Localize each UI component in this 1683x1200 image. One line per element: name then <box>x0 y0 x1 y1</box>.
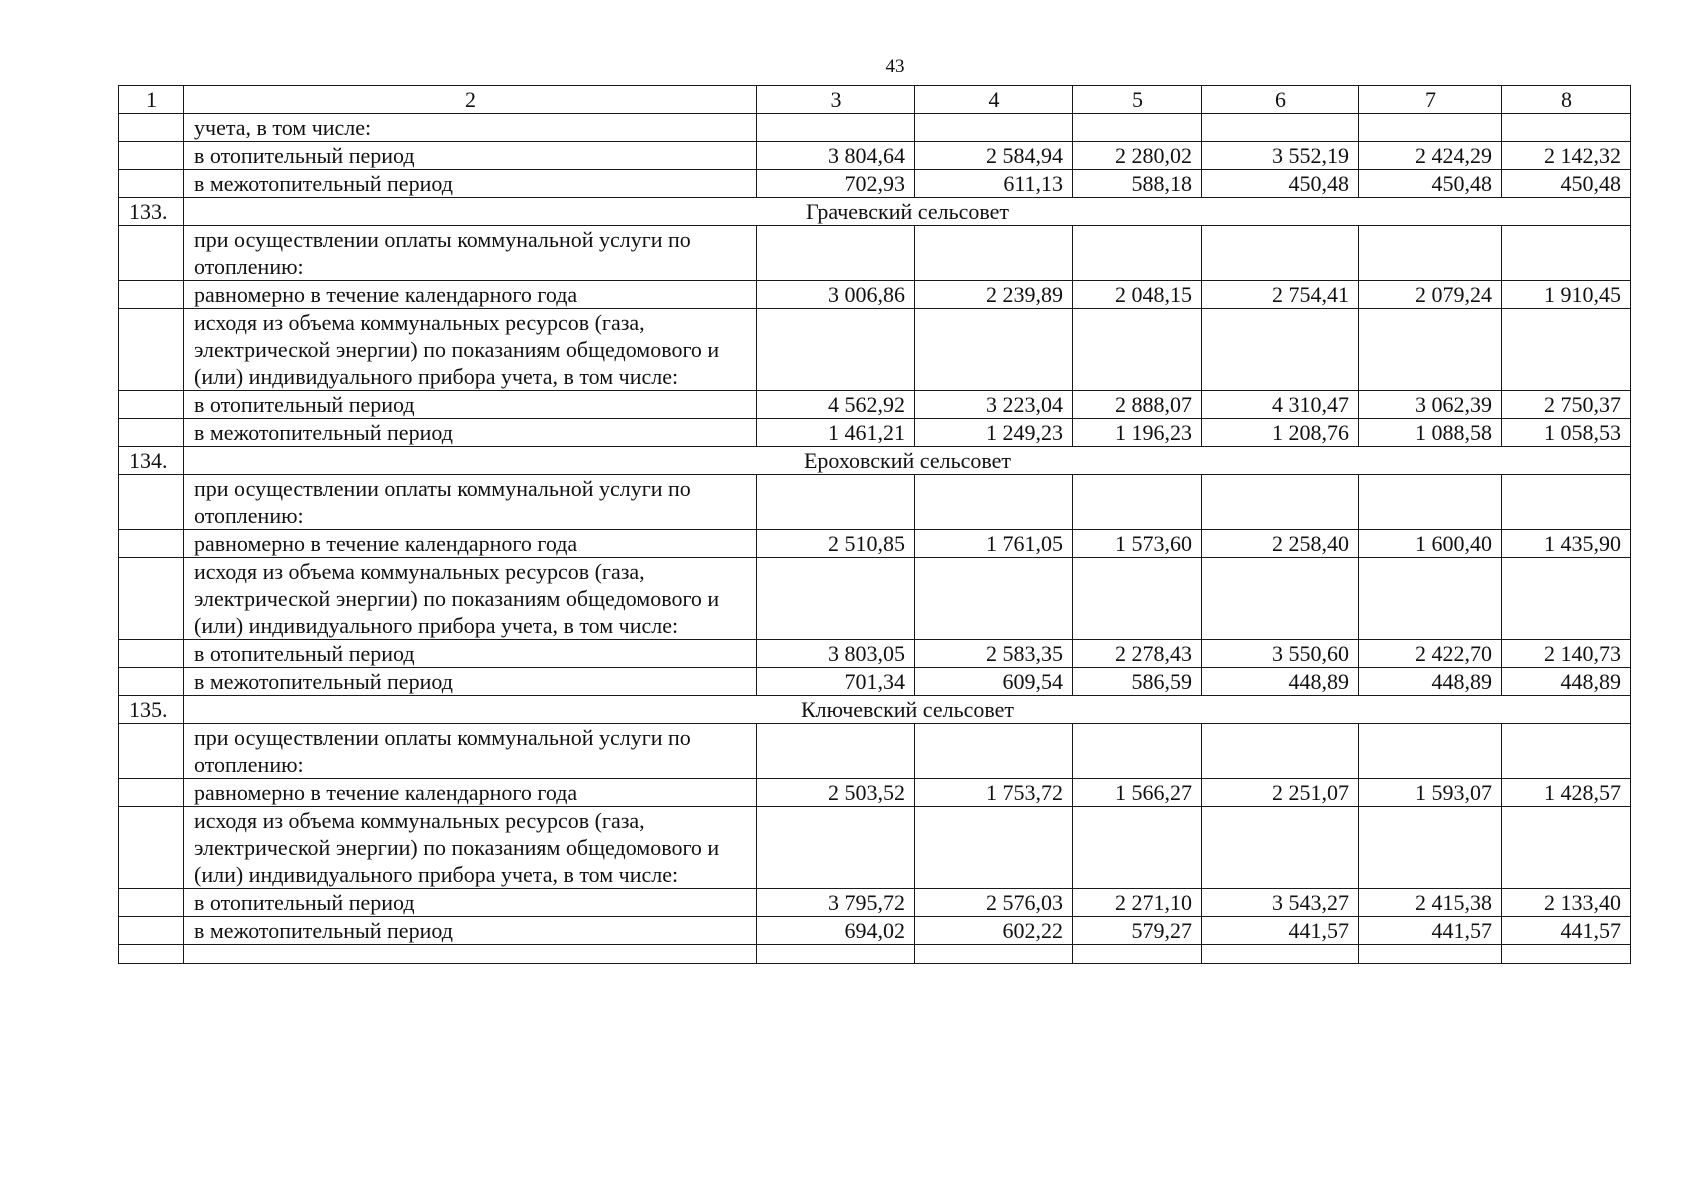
row-number-cell <box>119 281 184 309</box>
value-cell: 2 503,52 <box>757 779 915 807</box>
value-cell: 3 223,04 <box>915 391 1073 419</box>
value-cell <box>757 724 915 779</box>
value-cell: 609,54 <box>915 668 1073 696</box>
page-number: 43 <box>885 56 905 77</box>
value-cell <box>1202 114 1359 142</box>
value-cell: 3 804,64 <box>757 142 915 170</box>
value-cell <box>1073 724 1202 779</box>
value-cell: 2 271,10 <box>1073 889 1202 917</box>
row-description: при осуществлении оплаты коммунальной услуги по отоплению: <box>184 475 757 530</box>
value-cell: 2 415,38 <box>1359 889 1502 917</box>
value-cell: 448,89 <box>1502 668 1631 696</box>
value-cell: 588,18 <box>1073 170 1202 198</box>
row-description: в отопительный период <box>184 889 757 917</box>
value-cell <box>1502 724 1631 779</box>
value-cell <box>1073 226 1202 281</box>
value-cell: 1 428,57 <box>1502 779 1631 807</box>
column-number-header: 8 <box>1502 86 1631 114</box>
empty-row <box>119 945 1631 964</box>
value-cell: 3 795,72 <box>757 889 915 917</box>
table-row <box>119 558 1631 640</box>
value-cell: 1 461,21 <box>757 419 915 447</box>
value-cell: 2 888,07 <box>1073 391 1202 419</box>
section-name: Грачевский сельсовет <box>184 198 1631 226</box>
column-number-header: 3 <box>757 86 915 114</box>
value-cell <box>1073 807 1202 889</box>
row-description: равномерно в течение календарного года <box>184 281 757 309</box>
value-cell: 2 239,89 <box>915 281 1073 309</box>
column-number-header-row <box>119 86 1631 114</box>
row-description: в межотопительный период <box>184 668 757 696</box>
table-row <box>119 226 1631 281</box>
row-number-cell <box>119 419 184 447</box>
value-cell <box>1359 475 1502 530</box>
value-cell: 3 543,27 <box>1202 889 1359 917</box>
value-cell: 1 058,53 <box>1502 419 1631 447</box>
table-row <box>119 142 1631 170</box>
empty-cell <box>1359 945 1502 964</box>
value-cell: 2 424,29 <box>1359 142 1502 170</box>
table-row <box>119 668 1631 696</box>
section-number: 135. <box>119 696 184 724</box>
value-cell <box>1202 226 1359 281</box>
value-cell <box>1359 309 1502 391</box>
table-row <box>119 640 1631 668</box>
value-cell: 2 278,43 <box>1073 640 1202 668</box>
empty-cell <box>915 945 1073 964</box>
section-row <box>119 696 1631 724</box>
value-cell: 1 593,07 <box>1359 779 1502 807</box>
value-cell <box>757 114 915 142</box>
value-cell: 602,22 <box>915 917 1073 945</box>
row-description: в отопительный период <box>184 391 757 419</box>
value-cell <box>1073 558 1202 640</box>
value-cell <box>1073 475 1202 530</box>
value-cell: 701,34 <box>757 668 915 696</box>
value-cell <box>915 807 1073 889</box>
table-row <box>119 170 1631 198</box>
row-number-cell <box>119 779 184 807</box>
row-number-cell <box>119 309 184 391</box>
row-description: в межотопительный период <box>184 917 757 945</box>
value-cell <box>1359 558 1502 640</box>
row-number-cell <box>119 475 184 530</box>
row-description: исходя из объема коммунальных ресурсов (газа, электрической энергии) по показаниям общедомового и (или) индивидуального прибора учета, в том числе: <box>184 309 757 391</box>
row-description: исходя из объема коммунальных ресурсов (газа, электрической энергии) по показаниям общедомового и (или) индивидуального прибора учета, в том числе: <box>184 558 757 640</box>
row-number-cell <box>119 640 184 668</box>
row-description: при осуществлении оплаты коммунальной услуги по отоплению: <box>184 226 757 281</box>
section-number: 133. <box>119 198 184 226</box>
value-cell <box>1202 724 1359 779</box>
value-cell: 448,89 <box>1359 668 1502 696</box>
table-row <box>119 114 1631 142</box>
value-cell: 1 566,27 <box>1073 779 1202 807</box>
value-cell <box>1502 309 1631 391</box>
value-cell: 611,13 <box>915 170 1073 198</box>
value-cell: 2 750,37 <box>1502 391 1631 419</box>
row-number-cell <box>119 530 184 558</box>
column-number-header: 6 <box>1202 86 1359 114</box>
value-cell: 1 435,90 <box>1502 530 1631 558</box>
value-cell: 1 208,76 <box>1202 419 1359 447</box>
column-number-header: 2 <box>184 86 757 114</box>
empty-cell <box>119 945 184 964</box>
section-row <box>119 447 1631 475</box>
value-cell: 1 761,05 <box>915 530 1073 558</box>
table-row <box>119 807 1631 889</box>
value-cell: 2 140,73 <box>1502 640 1631 668</box>
row-number-cell <box>119 724 184 779</box>
row-description: исходя из объема коммунальных ресурсов (газа, электрической энергии) по показаниям общедомового и (или) индивидуального прибора учета, в том числе: <box>184 807 757 889</box>
empty-cell <box>1202 945 1359 964</box>
empty-cell <box>1073 945 1202 964</box>
value-cell: 2 251,07 <box>1202 779 1359 807</box>
value-cell: 3 552,19 <box>1202 142 1359 170</box>
column-number-header: 5 <box>1073 86 1202 114</box>
value-cell: 702,93 <box>757 170 915 198</box>
value-cell: 1 600,40 <box>1359 530 1502 558</box>
value-cell <box>757 807 915 889</box>
value-cell <box>1502 114 1631 142</box>
value-cell <box>1202 807 1359 889</box>
section-row <box>119 198 1631 226</box>
table-row <box>119 281 1631 309</box>
value-cell <box>1359 724 1502 779</box>
table-row <box>119 309 1631 391</box>
value-cell: 3 006,86 <box>757 281 915 309</box>
value-cell: 3 550,60 <box>1202 640 1359 668</box>
value-cell: 2 422,70 <box>1359 640 1502 668</box>
value-cell: 2 584,94 <box>915 142 1073 170</box>
row-description: в межотопительный период <box>184 170 757 198</box>
value-cell: 586,59 <box>1073 668 1202 696</box>
value-cell: 1 088,58 <box>1359 419 1502 447</box>
tariff-table <box>118 85 1631 964</box>
value-cell <box>1073 309 1202 391</box>
value-cell: 2 142,32 <box>1502 142 1631 170</box>
value-cell <box>757 475 915 530</box>
row-description: равномерно в течение календарного года <box>184 530 757 558</box>
value-cell: 2 280,02 <box>1073 142 1202 170</box>
value-cell: 3 062,39 <box>1359 391 1502 419</box>
value-cell: 1 573,60 <box>1073 530 1202 558</box>
row-number-cell <box>119 391 184 419</box>
row-description: в отопительный период <box>184 142 757 170</box>
column-number-header: 4 <box>915 86 1073 114</box>
value-cell <box>1502 475 1631 530</box>
value-cell <box>915 226 1073 281</box>
value-cell <box>1359 807 1502 889</box>
value-cell: 1 196,23 <box>1073 419 1202 447</box>
value-cell: 579,27 <box>1073 917 1202 945</box>
value-cell: 1 910,45 <box>1502 281 1631 309</box>
table-row <box>119 419 1631 447</box>
section-name: Ероховский сельсовет <box>184 447 1631 475</box>
table-row <box>119 917 1631 945</box>
value-cell <box>1202 558 1359 640</box>
value-cell: 3 803,05 <box>757 640 915 668</box>
value-cell <box>1502 558 1631 640</box>
table-row <box>119 475 1631 530</box>
value-cell <box>757 309 915 391</box>
value-cell: 441,57 <box>1359 917 1502 945</box>
empty-cell <box>757 945 915 964</box>
row-number-cell <box>119 807 184 889</box>
value-cell <box>915 114 1073 142</box>
value-cell: 2 754,41 <box>1202 281 1359 309</box>
row-number-cell <box>119 889 184 917</box>
value-cell <box>1202 475 1359 530</box>
row-number-cell <box>119 917 184 945</box>
row-description: в отопительный период <box>184 640 757 668</box>
row-number-cell <box>119 114 184 142</box>
row-number-cell <box>119 668 184 696</box>
value-cell <box>757 558 915 640</box>
row-number-cell <box>119 170 184 198</box>
value-cell <box>757 226 915 281</box>
value-cell <box>915 475 1073 530</box>
row-description: равномерно в течение календарного года <box>184 779 757 807</box>
value-cell <box>1359 114 1502 142</box>
value-cell: 441,57 <box>1502 917 1631 945</box>
value-cell <box>1359 226 1502 281</box>
value-cell: 450,48 <box>1502 170 1631 198</box>
value-cell <box>915 309 1073 391</box>
empty-cell <box>184 945 757 964</box>
value-cell: 441,57 <box>1202 917 1359 945</box>
section-number: 134. <box>119 447 184 475</box>
section-name: Ключевский сельсовет <box>184 696 1631 724</box>
row-description: при осуществлении оплаты коммунальной услуги по отоплению: <box>184 724 757 779</box>
table-row <box>119 391 1631 419</box>
value-cell: 450,48 <box>1202 170 1359 198</box>
value-cell: 694,02 <box>757 917 915 945</box>
value-cell: 1 753,72 <box>915 779 1073 807</box>
column-number-header: 7 <box>1359 86 1502 114</box>
table-row <box>119 530 1631 558</box>
value-cell <box>1202 309 1359 391</box>
value-cell: 2 258,40 <box>1202 530 1359 558</box>
value-cell: 2 048,15 <box>1073 281 1202 309</box>
value-cell: 4 310,47 <box>1202 391 1359 419</box>
value-cell: 2 079,24 <box>1359 281 1502 309</box>
value-cell: 4 562,92 <box>757 391 915 419</box>
value-cell <box>1502 226 1631 281</box>
row-number-cell <box>119 226 184 281</box>
empty-cell <box>1502 945 1631 964</box>
value-cell: 448,89 <box>1202 668 1359 696</box>
table-row <box>119 724 1631 779</box>
column-number-header: 1 <box>119 86 184 114</box>
value-cell <box>915 558 1073 640</box>
row-description: учета, в том числе: <box>184 114 757 142</box>
value-cell: 2 510,85 <box>757 530 915 558</box>
row-number-cell <box>119 558 184 640</box>
value-cell: 2 583,35 <box>915 640 1073 668</box>
row-number-cell <box>119 142 184 170</box>
value-cell: 2 133,40 <box>1502 889 1631 917</box>
value-cell <box>1073 114 1202 142</box>
value-cell <box>1502 807 1631 889</box>
value-cell: 1 249,23 <box>915 419 1073 447</box>
value-cell: 2 576,03 <box>915 889 1073 917</box>
row-description: в межотопительный период <box>184 419 757 447</box>
table-row <box>119 779 1631 807</box>
value-cell: 450,48 <box>1359 170 1502 198</box>
table-row <box>119 889 1631 917</box>
value-cell <box>915 724 1073 779</box>
